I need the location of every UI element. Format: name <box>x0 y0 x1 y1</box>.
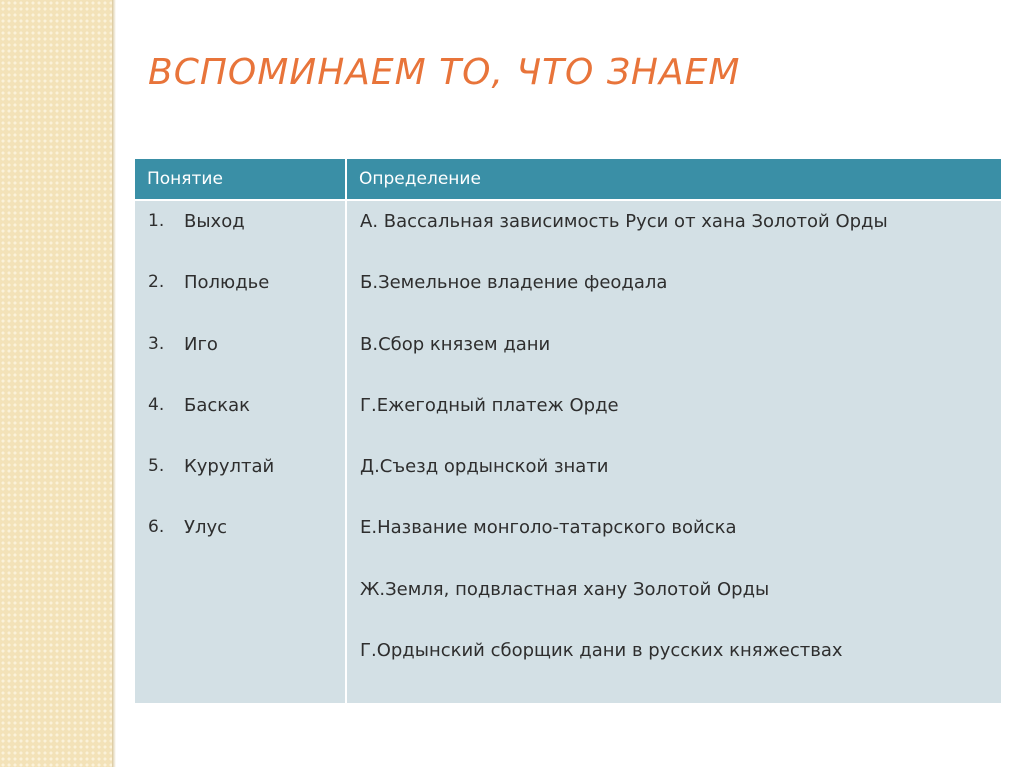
concept-item <box>148 272 344 333</box>
slide-title: ВСПОМИНАЕМ ТО, ЧТО ЗНАЕМ <box>148 52 741 93</box>
concept-number: 3. <box>148 333 165 354</box>
definition-item: Д.Съезд ордынской знати <box>360 456 609 478</box>
concept-item <box>148 456 344 517</box>
definition-list <box>348 211 1000 701</box>
concept-cell <box>135 200 346 703</box>
definition-cell <box>346 200 1001 703</box>
definition-item: Г.Ордынский сборщик дани в русских княжествах <box>360 640 843 662</box>
concept-number: 5. <box>148 456 165 477</box>
concept-label: Полюдье <box>184 272 270 294</box>
concept-label: Выход <box>184 211 245 232</box>
definition-item: Е.Название монголо-татарского войска <box>360 517 737 539</box>
concept-label: Курултай <box>184 456 275 478</box>
side-strip-shadow <box>112 0 116 767</box>
decorative-side-strip <box>0 0 112 767</box>
terms-table <box>135 159 1001 703</box>
concept-number: 6. <box>148 517 165 538</box>
definition-item: Г.Ежегодный платеж Орде <box>360 394 619 416</box>
header-concept: Понятие <box>135 159 346 200</box>
concept-label: Иго <box>184 333 218 355</box>
concept-item <box>148 395 344 456</box>
definition-item: А. Вассальная зависимость Руси от хана Золотой Орды <box>360 211 888 232</box>
header-definition: Определение <box>346 159 1001 200</box>
concept-item <box>148 517 344 578</box>
table-body-row <box>135 200 1001 703</box>
definition-item: Ж.Земля, подвластная хану Золотой Орды <box>360 578 770 600</box>
concept-number: 2. <box>148 272 165 293</box>
definition-item: Б.Земельное владение феодала <box>360 272 668 294</box>
concept-number: 4. <box>148 394 165 415</box>
concept-number: 1. <box>148 211 165 231</box>
concept-item <box>148 211 344 272</box>
concept-item <box>148 334 344 395</box>
table-header-row <box>135 159 1001 200</box>
concept-label: Улус <box>184 517 228 539</box>
concept-label: Баскак <box>184 394 251 416</box>
definition-item: В.Сбор князем дани <box>360 333 551 355</box>
concept-list <box>136 211 344 579</box>
